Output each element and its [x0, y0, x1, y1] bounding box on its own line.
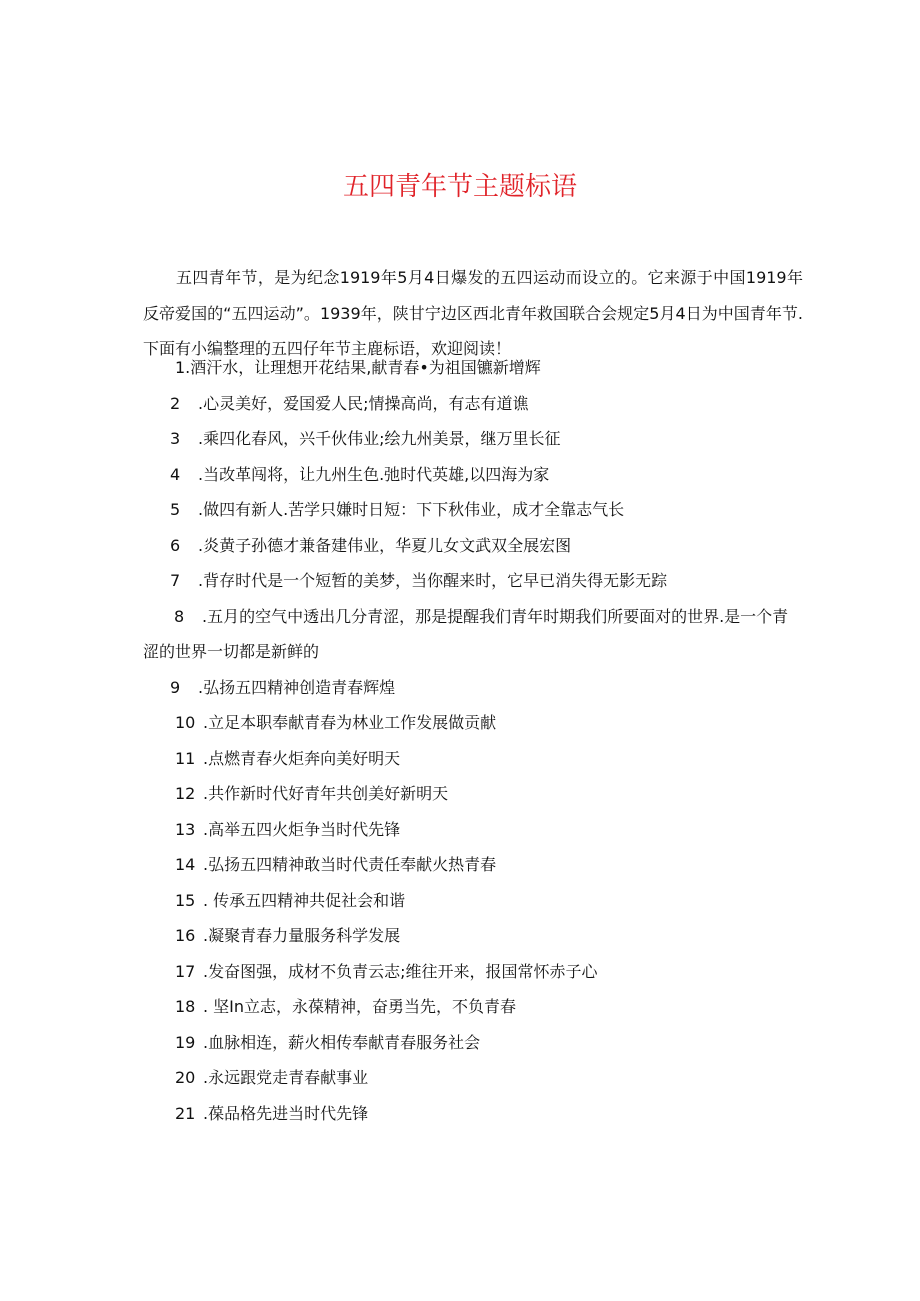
slogan-item: [143, 847, 803, 883]
slogan-number: 8: [174, 606, 185, 626]
slogan-text: .乘四化春风，兴千伙伟业;绘九州美景，继万里长征: [198, 429, 561, 448]
slogan-number: 16: [175, 926, 196, 945]
slogan-number: 9: [170, 677, 181, 697]
slogan-number: 1.: [175, 358, 191, 377]
slogan-text: .发奋图强，成材不负青云志;维往开来，报国常怀赤子心: [203, 961, 598, 981]
slogan-list: [143, 350, 803, 1131]
slogan-text: .心灵美好，爱国爱人民;情操高尚，有志有道谯: [198, 393, 529, 413]
slogan-number: 10: [175, 713, 196, 732]
slogan-text: .当改革闯将，让九州生色.弛时代英雄,以四海为家: [198, 464, 550, 484]
slogan-number: 3: [170, 429, 181, 448]
slogan-text: .五月的空气中透出几分青涩，那是提醒我们青年时期我们所要面对的世界.是一个青涩的世界一切都是新鲜的: [143, 606, 789, 661]
slogan-item: [143, 1025, 803, 1061]
slogan-number: 19: [175, 1032, 196, 1052]
slogan-number: 21: [175, 1103, 196, 1123]
slogan-number: 2: [170, 393, 181, 413]
slogan-item: [143, 954, 803, 990]
slogan-text: .高举五四火炬争当时代先锋: [203, 819, 401, 839]
slogan-item: [143, 492, 803, 528]
slogan-number: 4: [170, 464, 181, 484]
slogan-number: 7: [170, 571, 181, 590]
slogan-item: [143, 528, 803, 564]
slogan-text: .立足本职奉献青春为林业工作发展做贡献: [203, 713, 497, 732]
slogan-item: [143, 918, 803, 954]
slogan-item: [143, 1096, 803, 1132]
slogan-number: 20: [175, 1068, 196, 1087]
slogan-item: [143, 741, 803, 777]
slogan-text: . 坚In立志，永葆精神，奋勇当先，不负青春: [203, 997, 517, 1016]
slogan-text: . 传承五四精神共促社会和谐: [203, 890, 406, 910]
document-title: 五四青年节主题标语: [342, 172, 577, 202]
slogan-text: .永远跟党走青春献事业: [203, 1068, 369, 1087]
slogan-item: [143, 457, 803, 493]
slogan-item: [143, 670, 803, 706]
slogan-number: 6: [170, 535, 181, 555]
slogan-item: [143, 386, 803, 422]
slogan-item: [143, 989, 803, 1025]
slogan-item: [143, 883, 803, 919]
slogan-text: .弘扬五四精神敢当时代责任奉献火热青春: [203, 855, 497, 874]
slogan-number: 17: [175, 961, 196, 981]
slogan-text: .葆品格先进当时代先锋: [203, 1103, 369, 1123]
slogan-number: 18: [175, 997, 196, 1016]
slogan-text: 酒汗水，让理想开花结果,献青春•为祖国镳新增辉: [190, 358, 541, 377]
slogan-text: .弘扬五四精神创造青春辉煌: [198, 677, 396, 697]
slogan-text: .血脉相连，薪火相传奉献青春服务社会: [203, 1032, 481, 1052]
slogan-item: [143, 350, 803, 386]
slogan-text: .凝聚青春力量服务科学发展: [203, 926, 401, 945]
slogan-item: [143, 705, 803, 741]
slogan-text: .点燃青春火炬奔向美好明天: [203, 748, 401, 768]
intro-paragraph: 五四青年节，是为纪念1919年5月4日爆发的五四运动而设立的。它来源于中国1919年反帝爱国的“五四运动”。1939年，陕甘宁边区西北青年救国联合会规定5月4日为中国青年节.下面有小编整理的五四仔年节主鹿标语，欢迎阅读！: [143, 268, 803, 358]
slogan-number: 13: [175, 819, 196, 839]
slogan-number: 11: [175, 748, 196, 768]
slogan-number: 14: [175, 855, 196, 874]
slogan-item: [143, 812, 803, 848]
slogan-number: 5: [170, 500, 181, 519]
slogan-number: 15: [175, 890, 196, 910]
slogan-item: [143, 421, 803, 457]
slogan-item: [143, 1060, 803, 1096]
slogan-item: [143, 599, 803, 670]
slogan-text: .背存时代是一个短暂的美梦，当你醒来时，它早已消失得无影无踪: [198, 571, 668, 590]
slogan-item: [143, 776, 803, 812]
slogan-text: .做四有新人.苦学只嫌时日短：下下秋伟业，成才全靠志气长: [198, 500, 625, 519]
slogan-text: .共作新时代好青年共创美好新明天: [203, 784, 449, 803]
slogan-text: .炎黄子孙德才兼备建伟业，华夏儿女文武双全展宏图: [198, 535, 572, 555]
slogan-item: [143, 563, 803, 599]
slogan-number: 12: [175, 784, 196, 803]
